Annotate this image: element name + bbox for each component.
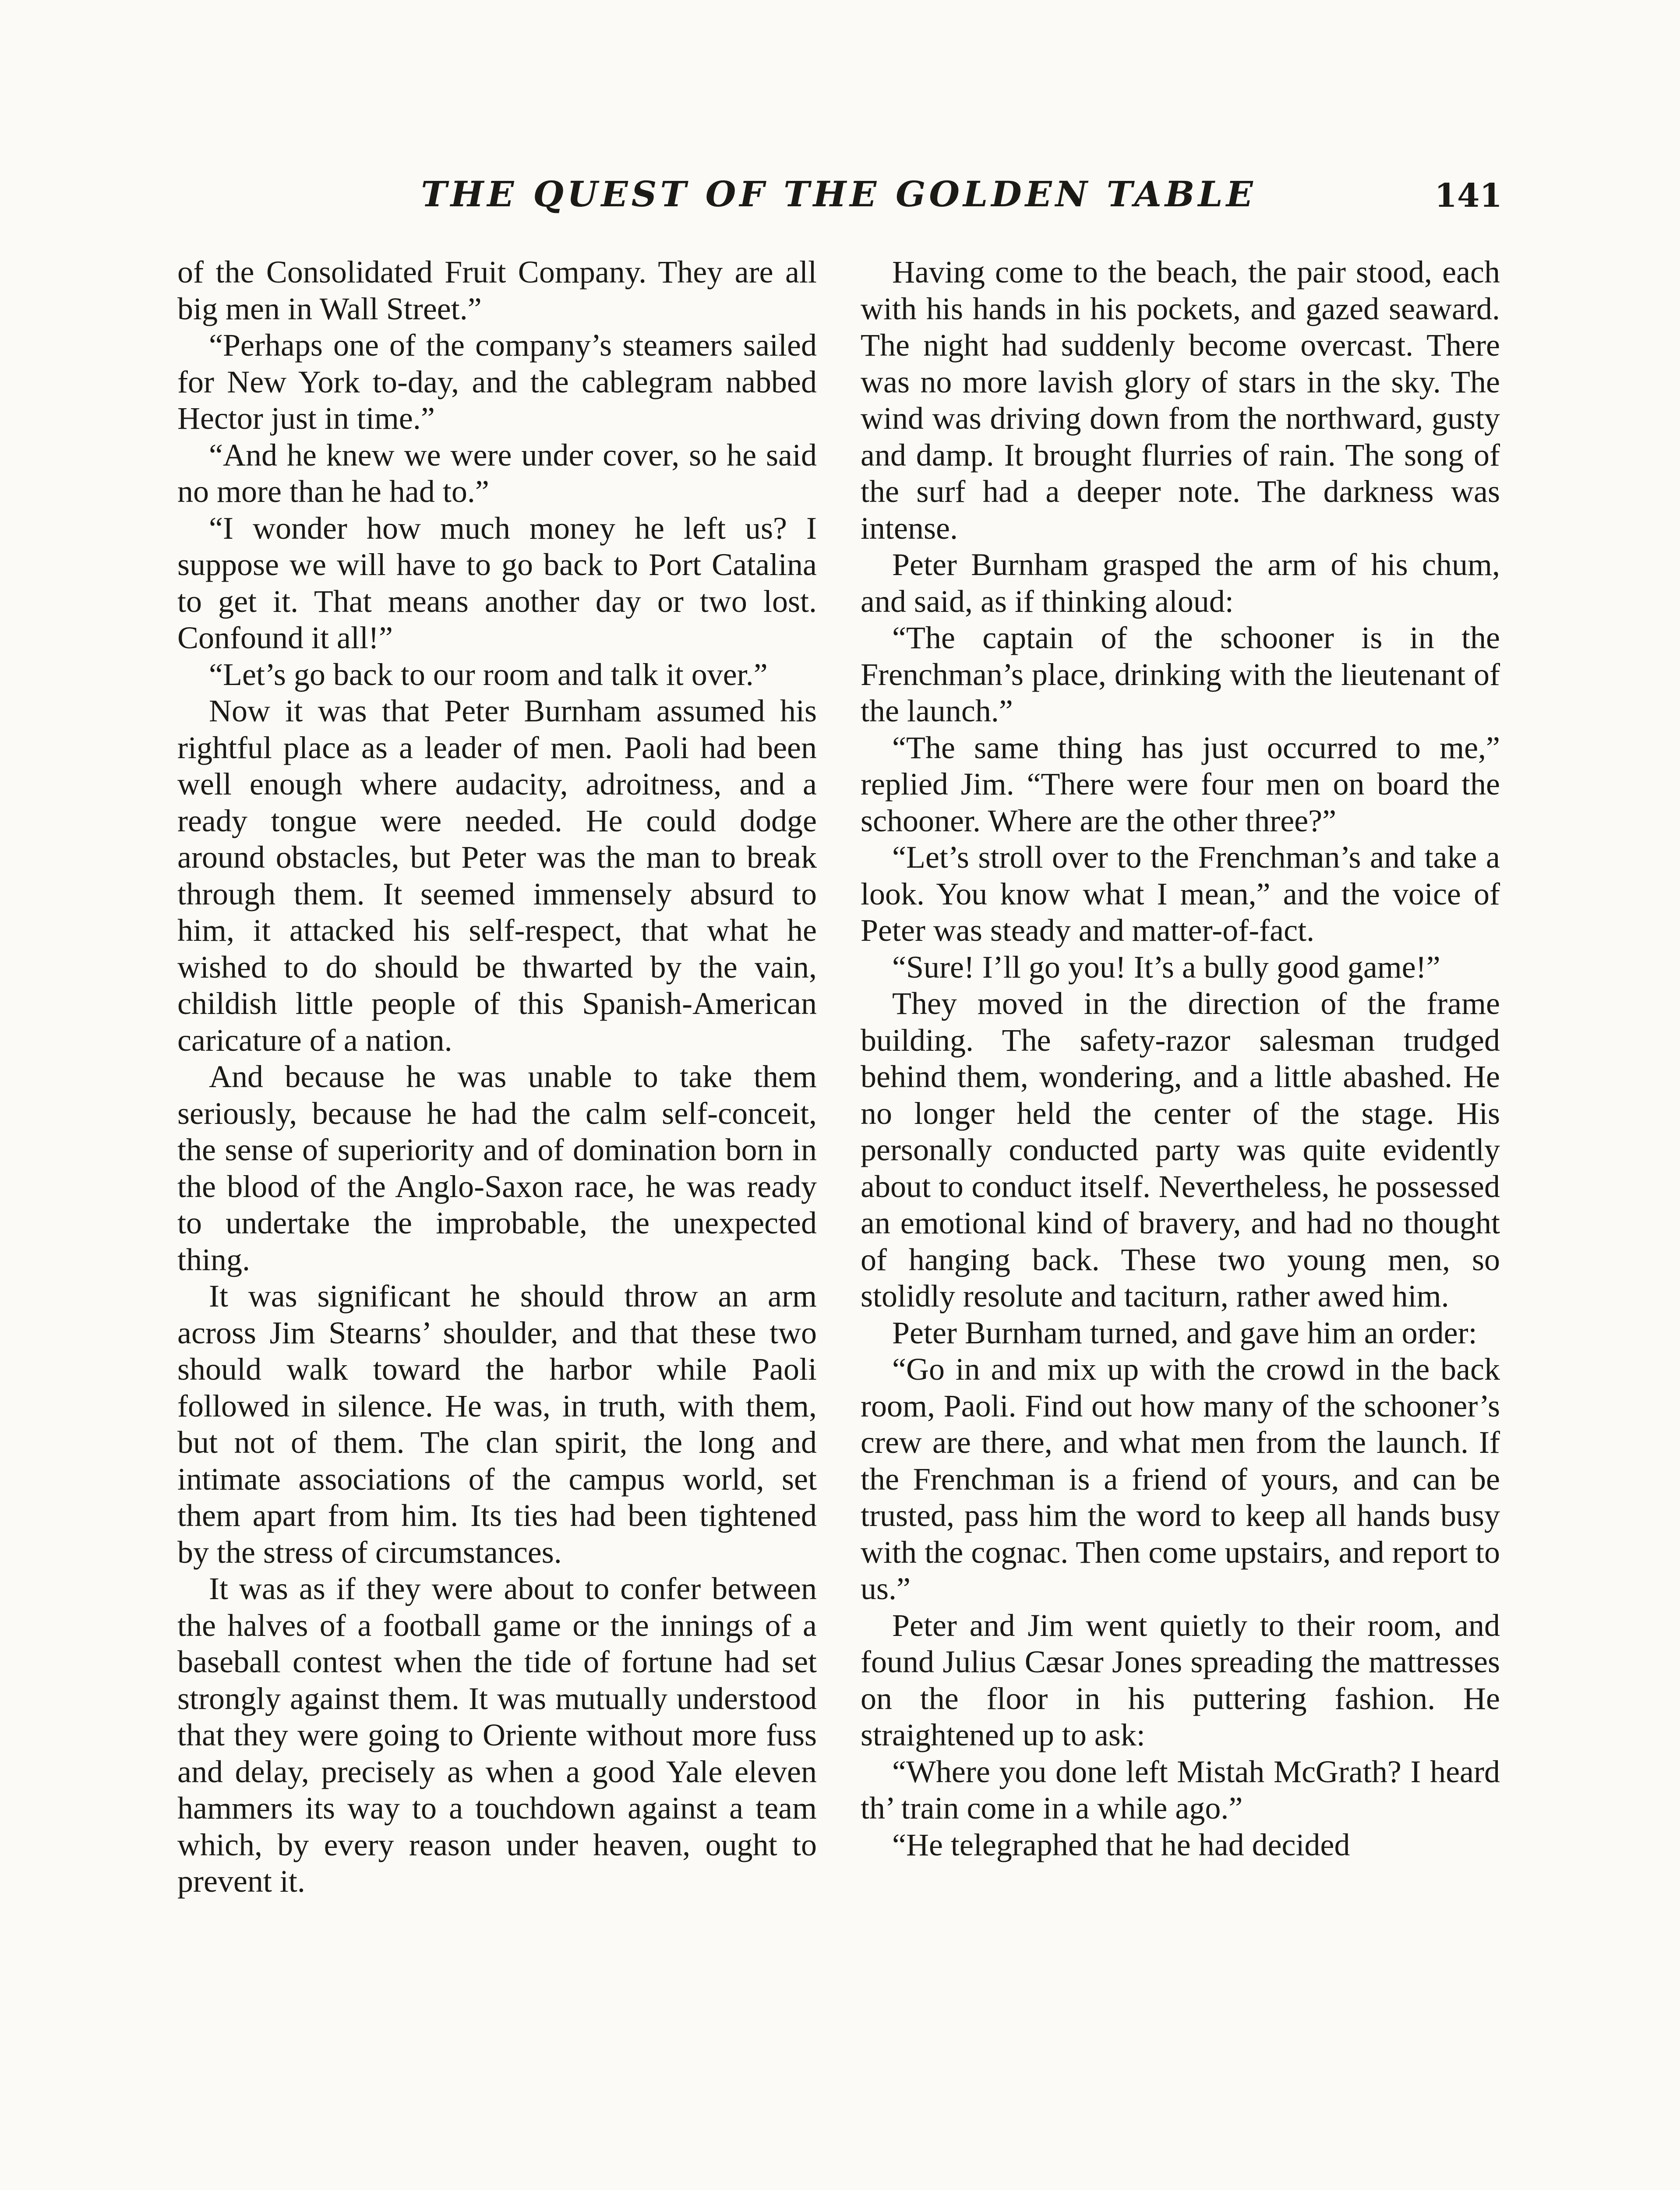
right-column [861, 254, 1500, 1863]
paragraph: They moved in the direction of the frame building. The safety-razor salesman trudged behind them, wondering, and a little abashed. He no longer held the center of the stage. His personally conducted party was quite evidently about to conduct itself. Nevertheless, he possessed an emotional kind of bravery, and had no thought of hanging back. These two young men, so stolidly resolute and taciturn, rather awed him. [861, 986, 1500, 1314]
paragraph: It was significant he should throw an arm across Jim Stearns’ shoulder, and that these two should walk toward the harbor while Paoli followed in silence. He was, in truth, with them, but not of them. The clan spirit, the long and intimate associations of the campus world, set them apart from him. Its ties had been tightened by the stress of circumstances. [177, 1279, 817, 1570]
paragraph: “Let’s go back to our room and talk it over.” [209, 657, 768, 692]
paragraph: “Go in and mix up with the crowd in the back room, Paoli. Find out how many of the schooner’s crew are there, and what men from the launch. If the Frenchman is a friend of yours, and can be trusted, pass him the word to keep all hands busy with the cognac. Then come upstairs, and report to us.” [861, 1352, 1500, 1606]
paragraph: It was as if they were about to confer between the halves of a football game or the innings of a baseball contest when the tide of fortune had set strongly against them. It was mutually understood that they were going to Oriente without more fuss and delay, precisely as when a good Yale eleven hammers its way to a touchdown against a team which, by every reason under heaven, ought to prevent it. [177, 1571, 817, 1899]
paragraph: “Let’s stroll over to the Frenchman’s and take a look. You know what I mean,” and the voice of Peter was steady and matter-of-fact. [861, 840, 1500, 948]
paragraph: Peter and Jim went quietly to their room, and found Julius Cæsar Jones spreading the mattresses on the floor in his puttering fashion. He straightened up to ask: [861, 1607, 1500, 1752]
paragraph: “Sure! I’ll go you! It’s a bully good game!” [892, 949, 1440, 985]
paragraph: “The same thing has just occurred to me,” replied Jim. “There were four men on board the schooner. Where are the other three?” [861, 730, 1500, 838]
paragraph: Now it was that Peter Burnham assumed his rightful place as a leader of men. Paoli had been well enough where audacity, adroitness, and a ready tongue were needed. He could dodge around obstacles, but Peter was the man to break through them. It seemed immensely absurd to him, it attacked his self-respect, that what he wished to do should be thwarted by the vain, childish little people of this Spanish-American caricature of a nation. [177, 693, 817, 1058]
paragraph: Peter Burnham grasped the arm of his chum, and said, as if thinking aloud: [861, 547, 1500, 619]
paragraph: “Where you done left Mistah McGrath? I heard th’ train come in a while ago.” [861, 1754, 1500, 1826]
running-title: THE QUEST OF THE GOLDEN TABLE [421, 173, 1256, 215]
paragraph: Peter Burnham turned, and gave him an order: [892, 1315, 1477, 1350]
paragraph: “Perhaps one of the company’s steamers sailed for New York to-day, and the cablegram nabbed Hector just in time.” [177, 328, 817, 436]
paragraph: “He telegraphed that he had decided [892, 1827, 1350, 1862]
left-column [177, 254, 817, 1900]
paragraph: “I wonder how much money he left us? I suppose we will have to go back to Port Catalina to get it. That means another day or two lost. Confound it all!” [177, 510, 817, 655]
page-number: 141 [1434, 177, 1502, 215]
paragraph: Having come to the beach, the pair stood, each with his hands in his pockets, and gazed seaward. The night had suddenly become overcast. There was no more lavish glory of stars in the sky. The wind was driving down from the northward, gusty and damp. It brought flurries of rain. The song of the surf had a deeper note. The darkness was intense. [861, 254, 1500, 546]
paragraph: And because he was unable to take them seriously, because he had the calm self-conceit, the sense of superiority and of domination born in the blood of the Anglo-Saxon race, he was ready to undertake the improbable, the unexpected thing. [177, 1059, 817, 1277]
paragraph: of the Consolidated Fruit Company. They are all big men in Wall Street.” [177, 254, 817, 326]
paragraph: “And he knew we were under cover, so he said no more than he had to.” [177, 437, 817, 509]
running-header [175, 166, 1502, 223]
paragraph: “The captain of the schooner is in the Frenchman’s place, drinking with the lieutenant of the launch.” [861, 620, 1500, 728]
